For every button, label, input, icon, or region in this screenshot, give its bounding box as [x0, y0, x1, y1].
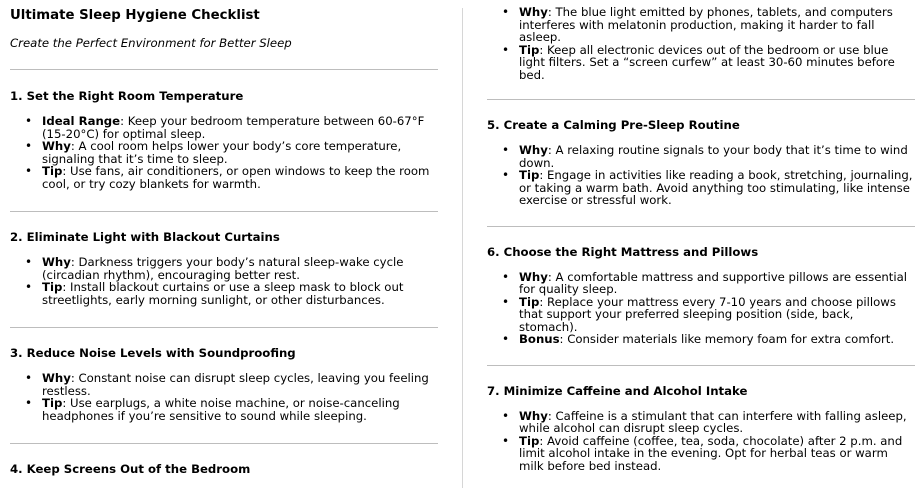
section-list-soundproofing	[10, 372, 438, 422]
item-text: : Replace your mattress every 7-10 years and choose pillows that support your preferred sleeping position (side, back, stomach).	[519, 294, 896, 334]
item-label: Tip	[42, 396, 63, 410]
item-label: Tip	[519, 433, 540, 448]
item-text: : Engage in activities like reading a book, stretching, journaling, or taking a warm bath. Avoid anything too stimulating, like intense exercise or stressful work.	[519, 168, 913, 207]
section-divider	[487, 99, 915, 100]
item-label: Bonus	[519, 332, 560, 346]
section-list-pre-sleep-routine	[487, 144, 915, 207]
column-divider	[462, 8, 463, 488]
item-label: Why	[519, 5, 548, 19]
list-item	[42, 140, 438, 165]
item-text: : Avoid caffeine (coffee, tea, soda, chocolate) after 2 p.m. and limit alcohol intake in the evening. Opt for herbal teas or warm milk before bed instead.	[519, 433, 903, 473]
item-text: : Use fans, air conditioners, or open windows to keep the room cool, or try cozy blankets for warmth.	[42, 164, 430, 191]
list-item	[519, 410, 915, 435]
list-item	[42, 115, 438, 140]
item-label: Ideal Range	[42, 114, 121, 128]
item-label: Tip	[519, 42, 540, 57]
item-text: : Install blackout curtains or use a sleep mask to block out streetlights, early morning sunlight, or other disturbances.	[42, 280, 404, 307]
left-column	[10, 0, 438, 476]
section-divider	[10, 69, 438, 70]
item-label: Tip	[519, 168, 540, 182]
item-text: : Consider materials like memory foam for extra comfort.	[559, 332, 895, 346]
list-item	[519, 6, 915, 44]
item-label: Why	[42, 139, 71, 153]
item-text: : Darkness triggers your body’s natural sleep-wake cycle (circadian rhythm), encouraging better rest.	[42, 255, 404, 282]
item-text: : Constant noise can disrupt sleep cycles, leaving you feeling restless.	[42, 371, 429, 398]
list-item	[42, 165, 438, 190]
item-label: Why	[519, 143, 548, 157]
list-item	[519, 169, 915, 207]
right-column	[487, 0, 915, 472]
section-divider	[487, 226, 915, 227]
item-text: : The blue light emitted by phones, tablets, and computers interferes with melatonin production, making it harder to fall asleep.	[519, 5, 893, 44]
section-list-mattress-pillows	[487, 271, 915, 346]
item-text: : Keep your bedroom temperature between 60-67°F (15-20°C) for optimal sleep.	[42, 114, 425, 141]
item-text: : A relaxing routine signals to your body that it’s time to wind down.	[519, 143, 908, 170]
item-text: : Caffeine is a stimulant that can interfere with falling asleep, while alcohol can disrupt sleep cycles.	[519, 408, 907, 435]
item-label: Why	[519, 269, 548, 284]
section-list-caffeine-alcohol	[487, 410, 915, 473]
list-item	[42, 256, 438, 281]
section-heading-caffeine-alcohol: 7. Minimize Caffeine and Alcohol Intake	[487, 383, 748, 398]
item-label: Why	[42, 255, 71, 269]
list-item	[519, 333, 915, 346]
section-divider	[487, 365, 915, 366]
list-item	[42, 281, 438, 306]
item-text: : Use earplugs, a white noise machine, or noise-canceling headphones if you’re sensitive to sound while sleeping.	[42, 396, 400, 423]
list-item	[42, 372, 438, 397]
section-divider	[10, 443, 438, 444]
list-item	[519, 271, 915, 296]
section-divider	[10, 327, 438, 328]
section-heading-pre-sleep-routine: 5. Create a Calming Pre-Sleep Routine	[487, 118, 740, 132]
section-list-blackout-curtains	[10, 256, 438, 306]
section-heading-screens: 4. Keep Screens Out of the Bedroom	[10, 462, 251, 476]
page-subtitle: Create the Perfect Environment for Better Sleep	[10, 36, 292, 50]
item-label: Why	[42, 371, 71, 385]
list-item	[519, 435, 915, 473]
list-item	[519, 144, 915, 169]
item-label: Why	[519, 408, 548, 423]
item-text: : A comfortable mattress and supportive pillows are essential for quality sleep.	[519, 269, 908, 296]
item-label: Tip	[519, 294, 540, 309]
section-heading-room-temperature: 1. Set the Right Room Temperature	[10, 89, 244, 103]
section-divider	[10, 211, 438, 212]
page-title: Ultimate Sleep Hygiene Checklist	[10, 8, 260, 23]
section-heading-soundproofing: 3. Reduce Noise Levels with Soundproofing	[10, 346, 296, 360]
section-heading-blackout-curtains: 2. Eliminate Light with Blackout Curtains	[10, 230, 280, 244]
item-label: Tip	[42, 164, 63, 178]
list-item	[519, 296, 915, 334]
list-item	[519, 44, 915, 82]
list-item	[42, 397, 438, 422]
item-label: Tip	[42, 280, 63, 294]
item-text: : Keep all electronic devices out of the bedroom or use blue light filters. Set a “screen curfew” at least 30-60 minutes before bed.	[519, 42, 895, 82]
item-text: : A cool room helps lower your body’s core temperature, signaling that it’s time to sleep.	[42, 139, 402, 166]
section-heading-mattress-pillows: 6. Choose the Right Mattress and Pillows	[487, 244, 759, 259]
section-list-screens	[487, 6, 915, 81]
section-list-room-temperature	[10, 115, 438, 190]
